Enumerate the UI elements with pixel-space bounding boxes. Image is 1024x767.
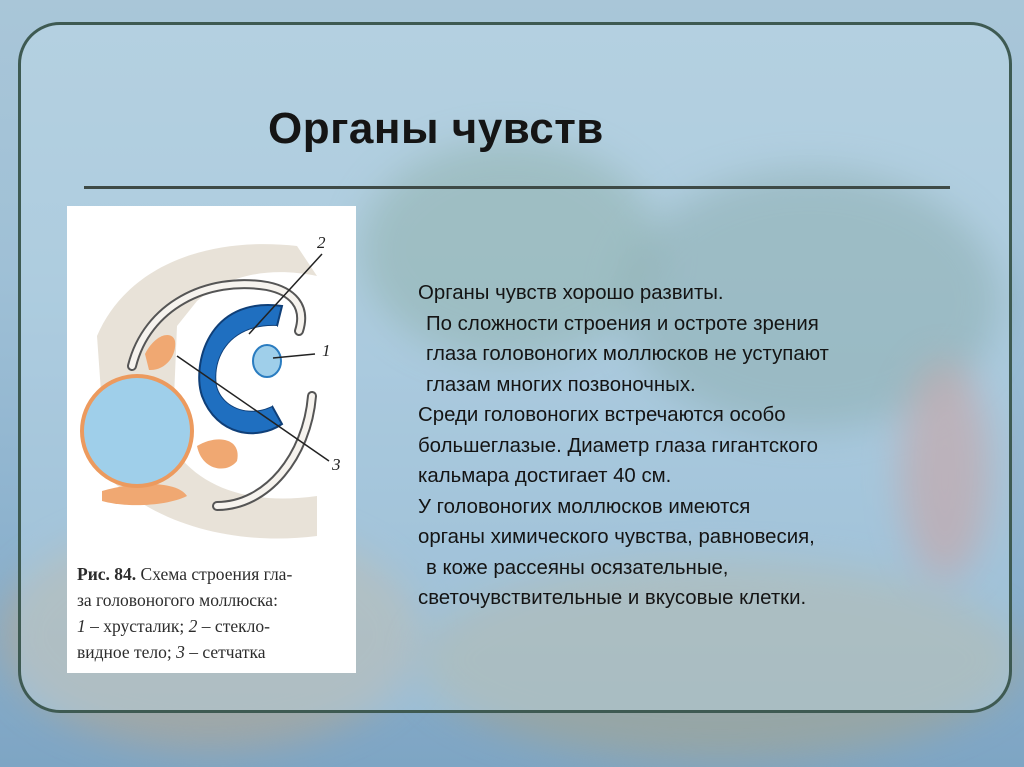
body-line: глаза головоногих моллюсков не уступают	[426, 343, 829, 365]
optic-ganglion	[82, 376, 192, 486]
caption-line-3	[77, 613, 351, 639]
figure-label-3: 3	[332, 455, 341, 474]
slide-title: Органы чувств	[268, 104, 604, 153]
slide-body-text	[418, 278, 988, 614]
figure-caption	[77, 561, 351, 665]
caption-text: – хрусталик;	[90, 616, 185, 636]
caption-text: Схема строения гла-	[140, 564, 293, 584]
title-divider	[84, 186, 950, 189]
caption-num: 1	[77, 616, 86, 636]
body-line: По сложности строения и остроте зрения	[426, 312, 819, 335]
body-line: кальмара достигает 40 см.	[418, 465, 672, 487]
body-line: У головоногих моллюсков имеются	[418, 495, 751, 518]
muscle-lower	[197, 439, 238, 468]
caption-num: 2	[188, 616, 198, 636]
figure-label-1: 1	[322, 341, 331, 360]
caption-label: Рис. 84.	[77, 564, 137, 584]
body-line: Органы чувств хорошо развиты.	[418, 282, 724, 304]
caption-line-2: за головоногого моллюска:	[77, 590, 278, 610]
body-line: в коже рассеяны осязательные,	[426, 556, 729, 579]
figure-label-2: 2	[317, 233, 326, 252]
caption-text: – стекло-	[201, 616, 270, 636]
caption-text: – сетчатка	[189, 642, 266, 662]
figure-card	[67, 206, 356, 673]
caption-line-4	[77, 639, 351, 665]
body-line: органы химического чувства, равновесия,	[418, 526, 815, 548]
body-line: большеглазые. Диаметр глаза гигантского	[418, 434, 818, 457]
caption-line-1	[77, 561, 351, 587]
caption-num: 3	[176, 642, 185, 662]
body-line: глазам многих позвоночных.	[426, 373, 696, 396]
body-line: светочувствительные и вкусовые клетки.	[418, 587, 807, 609]
caption-text: видное тело;	[77, 642, 172, 662]
lens	[253, 345, 281, 377]
body-line: Среди головоногих встречаются особо	[418, 404, 786, 426]
eye-diagram	[67, 206, 356, 556]
